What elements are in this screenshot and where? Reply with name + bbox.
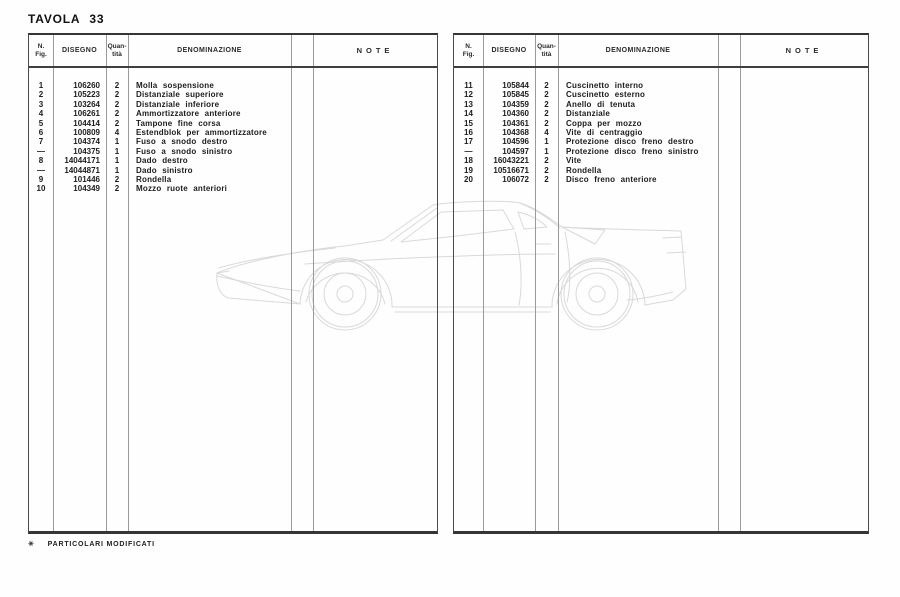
drawing-number: 104375 (73, 146, 100, 156)
drawing-number: 105844 (502, 81, 529, 90)
col-header-qty: Quan- tità (537, 43, 556, 58)
table-row (454, 128, 868, 137)
drawing-number: 14044871 (64, 165, 100, 175)
fig-number: 17 (464, 137, 473, 147)
drawing-number: 105845 (502, 90, 529, 100)
fig-number: 10 (36, 184, 46, 194)
quantity: 2 (114, 81, 120, 90)
quantity: 1 (544, 137, 549, 147)
quantity: 2 (544, 90, 549, 100)
left-parts-table (28, 33, 438, 534)
blank-cell (718, 175, 740, 184)
drawing-number: 104361 (502, 118, 529, 128)
blank-cell (718, 156, 740, 165)
blank-cell (291, 156, 313, 165)
table-row (454, 147, 868, 156)
note-cell (313, 175, 437, 184)
denomination: Disco freno anteriore (566, 174, 657, 184)
quantity: 2 (114, 90, 120, 100)
table-row (454, 90, 868, 99)
note-cell (740, 100, 868, 109)
fig-number: 12 (464, 90, 473, 100)
drawing-number: 104360 (502, 109, 529, 119)
denomination: Fuso a snodo destro (136, 137, 228, 147)
fig-number: 5 (38, 118, 44, 128)
col-header-fig: N. Fig. (35, 43, 47, 58)
note-cell (313, 137, 437, 146)
note-cell (313, 128, 437, 137)
drawing-number: 106072 (502, 174, 529, 184)
blank-cell (291, 166, 313, 175)
table-row (29, 166, 437, 175)
drawing-number: 10516671 (493, 165, 529, 175)
fig-number: 19 (464, 165, 473, 175)
legend-label: PARTICOLARI MODIFICATI (47, 540, 155, 548)
note-cell (740, 90, 868, 99)
table-row (29, 147, 437, 156)
col-header-blank (291, 35, 313, 66)
table-row (454, 166, 868, 175)
col-header-fig: N. Fig. (462, 43, 475, 58)
denomination: Mozzo ruote anteriori (136, 184, 228, 194)
blank-cell (291, 137, 313, 146)
blank-cell (291, 128, 313, 137)
fig-number: 14 (464, 109, 473, 119)
table-row (29, 119, 437, 128)
quantity: 4 (114, 127, 120, 137)
blank-cell (291, 184, 313, 193)
drawing-number: 104374 (73, 137, 100, 147)
right-parts-table (453, 33, 869, 534)
quantity: 2 (544, 174, 549, 184)
tavola-label: TAVOLA (28, 12, 81, 26)
quantity: 1 (114, 137, 120, 147)
quantity: 1 (114, 156, 120, 166)
fig-number: 18 (464, 156, 473, 166)
quantity: 1 (544, 146, 549, 156)
denomination: Rondella (136, 174, 172, 184)
drawing-number: 104349 (73, 184, 100, 194)
modified-parts-legend (28, 540, 155, 548)
note-cell (740, 81, 868, 90)
note-cell (313, 119, 437, 128)
drawing-number: 103264 (73, 99, 100, 109)
note-cell (313, 166, 437, 175)
table-row (29, 81, 437, 90)
note-cell (313, 81, 437, 90)
drawing-number: 104596 (502, 137, 529, 147)
table-row (29, 175, 437, 184)
fig-number: — (464, 146, 473, 156)
col-header-disegno: DISEGNO (61, 47, 98, 54)
drawing-number: 100809 (73, 127, 100, 137)
note-cell (740, 147, 868, 156)
note-cell (313, 184, 437, 193)
denomination: Dado sinistro (136, 165, 193, 175)
fig-number: 13 (464, 99, 473, 109)
denomination: Cuscinetto interno (566, 81, 644, 90)
fig-number: — (37, 165, 45, 175)
note-cell (740, 175, 868, 184)
blank-cell (291, 100, 313, 109)
denomination: Cuscinetto esterno (566, 90, 646, 100)
quantity: 2 (114, 99, 120, 109)
fig-number: 20 (464, 174, 473, 184)
blank-cell (718, 119, 740, 128)
drawing-number: 104359 (502, 99, 529, 109)
note-cell (740, 166, 868, 175)
table-row (454, 81, 868, 90)
tavola-number: 33 (89, 12, 105, 26)
note-cell (740, 156, 868, 165)
blank-cell (718, 147, 740, 156)
quantity: 1 (114, 165, 120, 175)
drawing-number: 105223 (73, 90, 100, 100)
fig-number: 11 (464, 81, 473, 90)
col-header-qty: Quan- tità (107, 43, 127, 58)
denomination: Dado destro (136, 156, 188, 166)
drawing-number: 106261 (73, 109, 100, 119)
note-cell (313, 147, 437, 156)
fig-number: 15 (464, 118, 473, 128)
denomination: Estendblok per ammortizzatore (136, 127, 267, 137)
denomination: Molla sospensione (136, 81, 214, 90)
blank-cell (718, 137, 740, 146)
denomination: Anello di tenuta (566, 99, 636, 109)
fig-number: — (37, 146, 45, 156)
table-row (454, 156, 868, 165)
table-row (29, 137, 437, 146)
fig-number: 8 (38, 156, 44, 166)
denomination: Distanziale inferiore (136, 99, 220, 109)
table-header-row (454, 35, 868, 68)
fig-number: 2 (38, 90, 44, 100)
drawing-number: 106260 (73, 81, 100, 90)
note-cell (313, 156, 437, 165)
fig-number: 9 (38, 174, 44, 184)
quantity: 2 (544, 109, 549, 119)
denomination: Protezione disco freno sinistro (566, 146, 699, 156)
fig-number: 1 (38, 81, 44, 90)
blank-cell (718, 166, 740, 175)
quantity: 2 (114, 109, 120, 119)
modified-part-star-icon: ✳ (28, 541, 35, 548)
denomination: Coppa per mozzo (566, 118, 642, 128)
table-row (29, 128, 437, 137)
quantity: 4 (544, 127, 549, 137)
drawing-number: 104597 (502, 146, 529, 156)
quantity: 2 (114, 118, 120, 128)
denomination: Vite (566, 156, 582, 166)
blank-cell (291, 109, 313, 118)
fig-number: 16 (464, 127, 473, 137)
fig-number: 7 (38, 137, 44, 147)
blank-cell (718, 128, 740, 137)
fig-number: 6 (38, 127, 44, 137)
page-title (28, 12, 104, 26)
col-header-denominazione: DENOMINAZIONE (177, 47, 242, 54)
blank-cell (718, 100, 740, 109)
drawing-number: 104368 (502, 127, 529, 137)
note-cell (313, 109, 437, 118)
note-cell (740, 109, 868, 118)
table-header-row (29, 35, 437, 68)
col-header-blank (718, 35, 740, 66)
quantity: 2 (544, 118, 549, 128)
note-cell (740, 137, 868, 146)
blank-cell (291, 90, 313, 99)
denomination: Distanziale (566, 109, 610, 119)
denomination: Fuso a snodo sinistro (136, 146, 233, 156)
blank-cell (291, 119, 313, 128)
note-cell (740, 128, 868, 137)
blank-cell (718, 81, 740, 90)
denomination: Vite di centraggio (566, 127, 643, 137)
quantity: 2 (544, 156, 549, 166)
fig-number: 3 (38, 99, 44, 109)
table-row (29, 90, 437, 99)
note-cell (313, 100, 437, 109)
blank-cell (718, 109, 740, 118)
blank-cell (718, 90, 740, 99)
denomination: Tampone fine corsa (136, 118, 221, 128)
table-row (29, 100, 437, 109)
quantity: 2 (544, 99, 549, 109)
table-row (454, 109, 868, 118)
table-row (29, 156, 437, 165)
table-row (29, 109, 437, 118)
quantity: 2 (114, 174, 120, 184)
table-row (454, 137, 868, 146)
note-cell (313, 90, 437, 99)
denomination: Protezione disco freno destro (566, 137, 694, 147)
denomination: Rondella (566, 165, 602, 175)
table-row (454, 175, 868, 184)
note-cell (740, 119, 868, 128)
blank-cell (291, 175, 313, 184)
col-header-disegno: DISEGNO (491, 47, 527, 54)
quantity: 2 (114, 184, 120, 194)
col-header-denominazione: DENOMINAZIONE (605, 47, 671, 54)
drawing-number: 104414 (73, 118, 100, 128)
blank-cell (291, 81, 313, 90)
table-body (29, 68, 437, 531)
quantity: 2 (544, 81, 549, 90)
table-row (454, 119, 868, 128)
denomination: Distanziale superiore (136, 90, 224, 100)
table-row (29, 184, 437, 193)
table-body (454, 68, 868, 531)
col-header-note: NOTE (785, 46, 823, 55)
quantity: 1 (114, 146, 120, 156)
drawing-number: 16043221 (493, 156, 529, 166)
col-header-note: NOTE (356, 46, 394, 55)
fig-number: 4 (38, 109, 44, 119)
drawing-number: 14044171 (64, 156, 100, 166)
drawing-number: 101446 (73, 174, 100, 184)
table-row (454, 100, 868, 109)
denomination: Ammortizzatore anteriore (136, 109, 241, 119)
quantity: 2 (544, 165, 549, 175)
blank-cell (291, 147, 313, 156)
